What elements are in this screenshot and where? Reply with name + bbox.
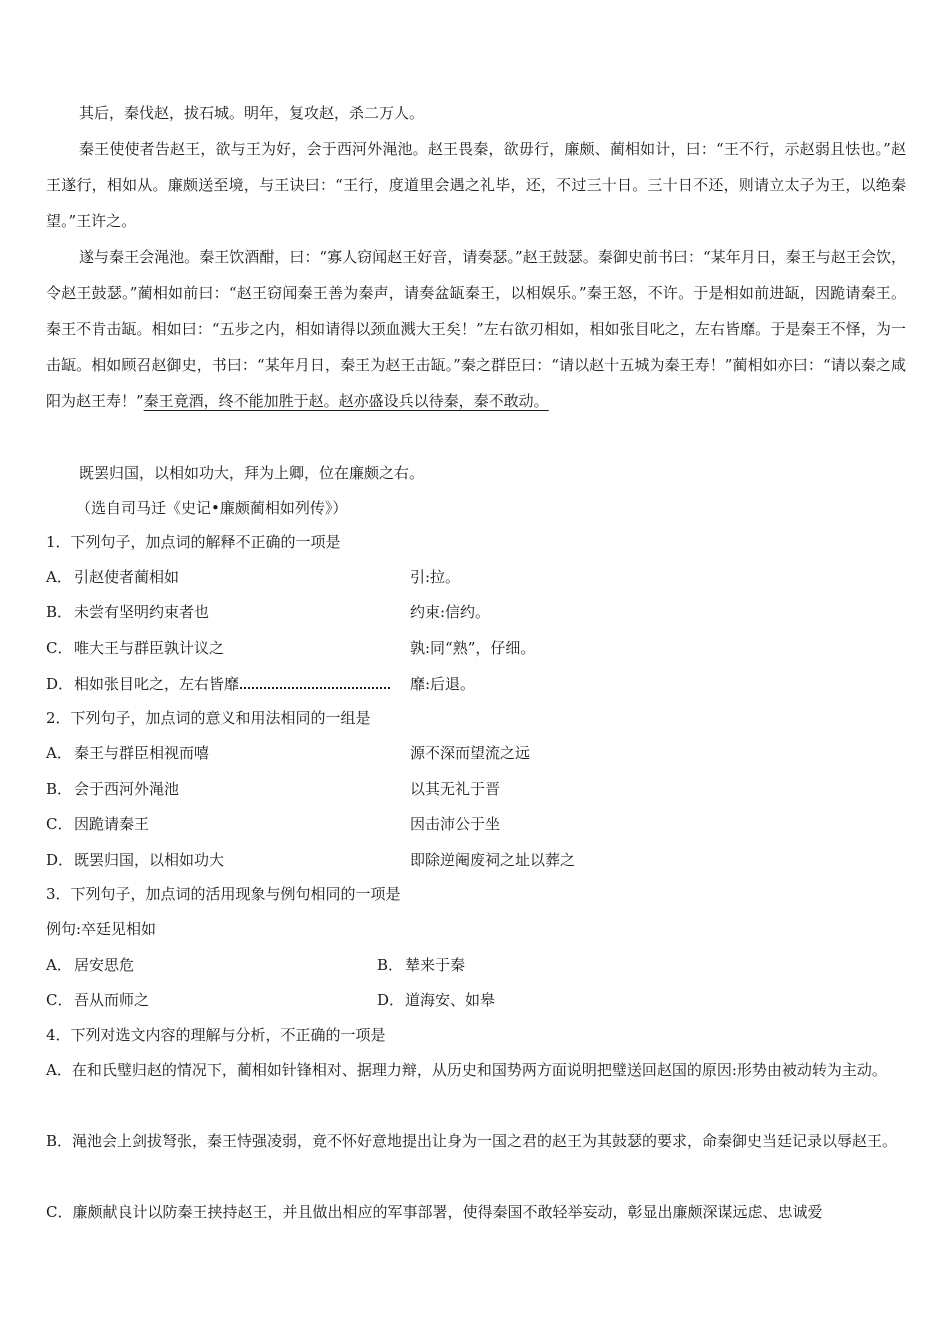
q2-option-d	[46, 842, 224, 878]
q2-option-d-pair: 即除逆阉废祠之址以葬之	[410, 851, 576, 869]
option-letter: C．	[46, 1203, 73, 1221]
q2-option-b-pair: 以其无礼于晋	[410, 780, 501, 798]
q2-option-c-pair: 因击沛公于坐	[410, 815, 501, 833]
q1-option-b	[46, 594, 209, 630]
q1-option-a	[46, 559, 179, 595]
option-letter: C．	[46, 991, 73, 1009]
option-text: 在和氏璧归赵的情况下，蔺相如针锋相对、据理力辩，从历史和国势两方面说明把璧送回赵国的原因:形势由被动转为主动。	[71, 1061, 887, 1079]
passage-source: （选自司马迁《史记•廉颇蔺相如列传》）	[76, 499, 348, 517]
passage-paragraph-3	[46, 239, 906, 419]
question-2-stem: 2．下列句子，加点词的意义和用法相同的一组是	[46, 709, 371, 727]
option-letter: A．	[46, 956, 72, 974]
q2-option-b	[46, 771, 179, 807]
option-letter: D．	[377, 991, 405, 1009]
q2-option-c	[46, 806, 149, 842]
option-text: 秦王与群臣相视而嘻	[74, 744, 210, 762]
option-text: 居安思危	[74, 956, 135, 974]
q2-option-a-pair: 源不深而望流之远	[410, 744, 531, 762]
option-letter: B．	[377, 956, 404, 974]
option-text: 会于西河外渑池	[74, 780, 180, 798]
q1-option-c-explanation: 孰:同“熟”，仔细。	[410, 639, 536, 657]
question-1-stem: 1．下列句子，加点词的解释不正确的一项是	[46, 533, 341, 551]
option-text: 未尝有坚明约束者也	[74, 603, 210, 621]
q2-option-a	[46, 735, 209, 771]
option-text: 道海安、如皋	[405, 991, 496, 1009]
option-text: 唯大王与群臣孰计议之	[74, 639, 225, 657]
option-letter: C．	[46, 639, 73, 657]
option-text: 因跪请秦王	[74, 815, 150, 833]
question-3-stem: 3．下列句子，加点词的活用现象与例句相同的一项是	[46, 885, 401, 903]
q3-option-c	[46, 982, 149, 1018]
emphasis-dots	[240, 673, 390, 689]
underlined-sentence: 秦王竟酒，终不能加胜于赵。赵亦盛设兵以待秦，秦不敢动。	[143, 392, 549, 410]
passage-paragraph-2: 秦王使使者告赵王，欲与王为好，会于西河外渑池。赵王畏秦，欲毋行，廉颇、蔺相如计，曰：“王不行，示赵弱且怯也。”赵王遂行，相如从。廉颇送至境，与王诀曰：“王行，度道里会遇之礼毕，还，不过三十日。三十日不还，则请立太子为王，以绝秦望。”王许之。	[46, 140, 906, 230]
q1-option-d-explanation: 靡:后退。	[410, 675, 476, 693]
q1-option-c	[46, 630, 224, 666]
option-letter: B．	[46, 780, 73, 798]
option-letter: B．	[46, 603, 73, 621]
option-letter: C．	[46, 815, 73, 833]
passage-paragraph-4: 既罢归国，以相如功大，拜为上卿，位在廉颇之右。	[79, 464, 425, 482]
option-letter: A．	[46, 744, 72, 762]
option-letter: D．	[46, 675, 74, 693]
q1-option-b-explanation: 约束:信约。	[410, 603, 491, 621]
q4-option-a	[46, 1052, 906, 1088]
option-text: 吾从而师之	[74, 991, 150, 1009]
option-text: 廉颇献良计以防秦王挟持赵王，并且做出相应的军事部署，使得秦国不敢轻举妄动，彰显出廉颇深谋远虑、忠诚爱	[72, 1203, 823, 1221]
option-letter: A．	[46, 568, 72, 586]
option-text: 渑池会上剑拔弩张，秦王恃强凌弱，竟不怀好意地提出让身为一国之君的赵王为其鼓瑟的要求，命秦御史当廷记录以辱赵王。	[72, 1132, 898, 1150]
passage-paragraph-3-text: 遂与秦王会渑池。秦王饮酒酣，曰：“寡人窃闻赵王好音，请奏瑟。”赵王鼓瑟。秦御史前书曰：“某年月日，秦王与赵王会饮，令赵王鼓瑟。”蔺相如前曰：“赵王窃闻秦王善为秦声，请奏盆缻秦王，以相娱乐。”秦王怒，不许。于是相如前进缻，因跪请秦王。秦王不肯击缻。相如曰：“五步之内，相如请得以颈血溅大王矣！”左右欲刃相如，相如张目叱之，左右皆靡。于是秦王不怿，为一击缻。相如顾召赵御史，书曰：“某年月日，秦王为赵王击缻。”秦之群臣曰：“请以赵十五城为秦王寿！”蔺相如亦曰：“请以秦之咸阳为赵王寿！”	[46, 248, 906, 410]
q4-option-b	[46, 1123, 906, 1159]
passage-paragraph-1: 其后，秦伐赵，拔石城。明年，复攻赵，杀二万人。	[79, 104, 425, 122]
option-text: 引赵使者蔺相如	[74, 568, 180, 586]
q3-option-d	[377, 982, 495, 1018]
option-letter: D．	[46, 851, 74, 869]
option-text: 相如张目叱之，左右皆靡	[74, 675, 240, 693]
option-letter: A．	[46, 1061, 72, 1079]
q1-option-a-explanation: 引:拉。	[410, 568, 461, 586]
q4-option-c	[46, 1194, 906, 1230]
option-letter: B．	[46, 1132, 73, 1150]
q3-option-b	[377, 947, 465, 983]
option-text: 既罢归国，以相如功大	[74, 851, 225, 869]
q3-option-a	[46, 947, 134, 983]
q1-option-d	[46, 666, 390, 702]
question-3-example: 例句:卒廷见相如	[46, 920, 157, 938]
question-4-stem: 4．下列对选文内容的理解与分析，不正确的一项是	[46, 1026, 386, 1044]
option-text: 辇来于秦	[405, 956, 466, 974]
